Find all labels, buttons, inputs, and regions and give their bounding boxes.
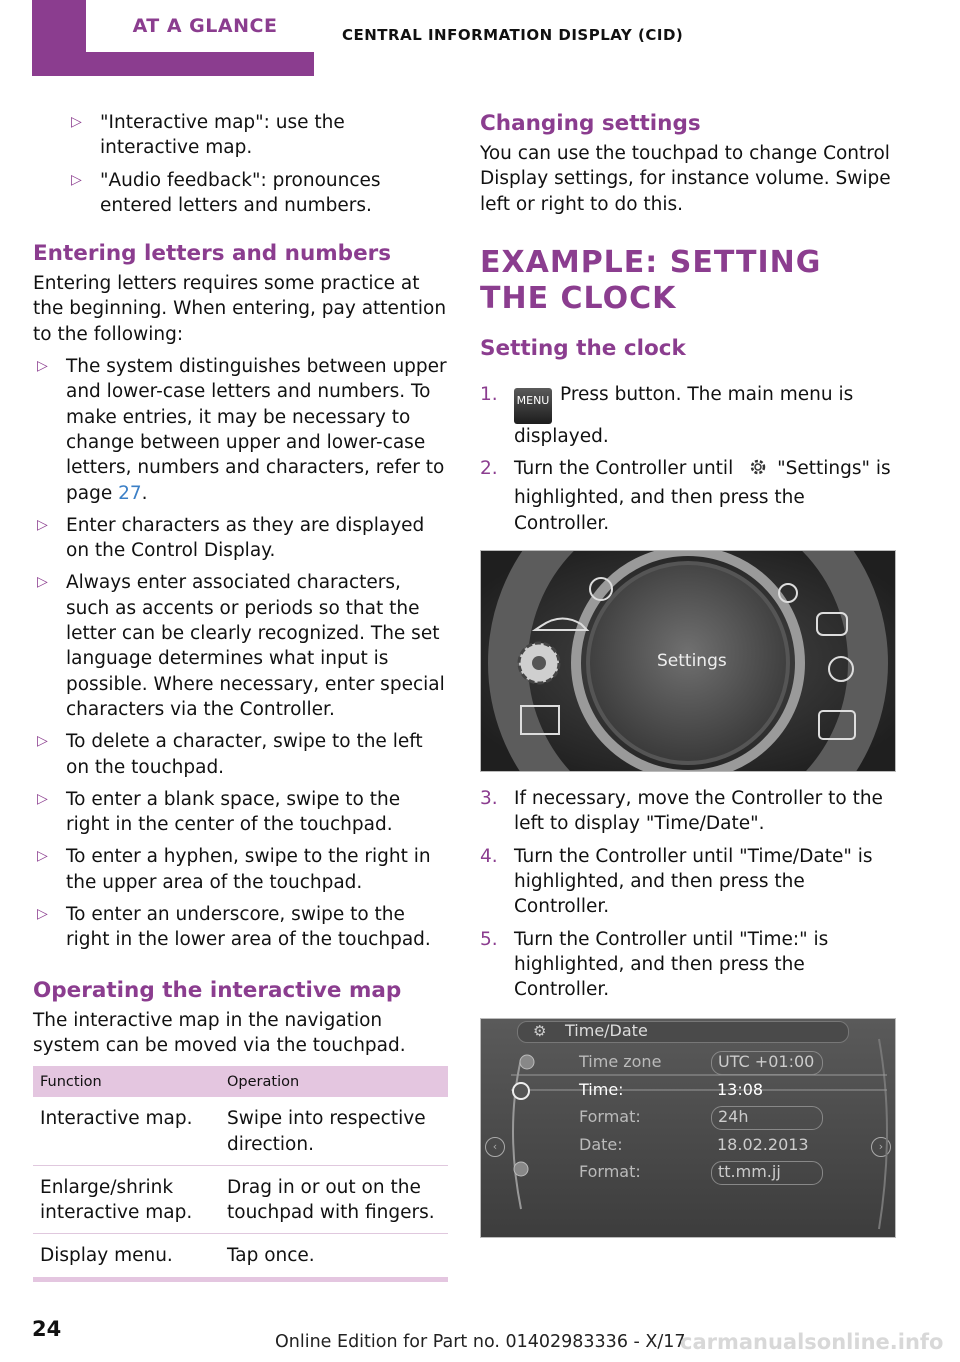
bullet-triangle-icon: ▷ (37, 848, 48, 865)
right-column (480, 110, 895, 1238)
heading-entering-letters: Entering letters and numbers (33, 241, 392, 267)
list-item: ▷ To enter a blank space, swipe to the right in the center of the touchpad. (33, 787, 448, 838)
right-arrow-icon: › (871, 1137, 891, 1157)
table-row: Display menu. Tap once. (40, 1245, 315, 1267)
map-text: The interactive map in the navigation system can be moved via the touchpad. (33, 1009, 406, 1056)
edition-note: Online Edition for Part no. 01402983336 - X/17 (275, 1332, 686, 1352)
bullet-triangle-icon: ▷ (37, 516, 48, 533)
list-item: 5. Turn the Controller until "Time:" is highlighted, and then press the Controller. (480, 928, 829, 1001)
table-row: Interactive map. Swipe into respective direction. (33, 1097, 448, 1165)
gear-icon (747, 456, 769, 485)
bullet-triangle-icon: ▷ (37, 790, 48, 807)
column-header-operation: Operation (220, 1066, 448, 1097)
chapter-title: CENTRAL INFORMATION DISPLAY (CID) (342, 26, 684, 44)
bullet-triangle-icon: ▷ (37, 906, 48, 923)
heading-interactive-map: Operating the interactive map (33, 977, 402, 1003)
table-bottom-rule (33, 1277, 448, 1282)
page-number: 24 (32, 1317, 62, 1341)
list-item: ▷ The system distinguishes between upper and lower-case letters and numbers. To make entries, it may be necessary to change between upper and lower-case letters, numbers and characters, refer to page 27. (33, 354, 448, 506)
map-table (33, 1066, 448, 1276)
list-item: 4. Turn the Controller until "Time/Date" is highlighted, and then press the Controller. (480, 845, 873, 918)
table-row: Enlarge/shrink interactive map. Drag in or out on the touchpad with fingers. (33, 1165, 448, 1234)
heading-setting-clock: Setting the clock (480, 335, 686, 361)
list-item[interactable]: Format: tt.mm.jj (579, 1162, 879, 1186)
left-column (33, 110, 448, 1282)
screen-settings (480, 550, 896, 772)
gear-icon: ⚙ (533, 1022, 547, 1041)
list-item: 2. Turn the Controller until "Settings" is highlighted, and then press the Controller. (480, 458, 891, 534)
list-item[interactable]: Date: 18.02.2013 (579, 1135, 809, 1155)
list-item: 1. MENU Press button. The main menu is displayed. (480, 383, 854, 447)
list-item: 3. If necessary, move the Controller to the left to display "Time/Date". (480, 788, 883, 835)
menu-button-icon: MENU (514, 388, 552, 424)
list-item[interactable]: Time: 13:08 (579, 1080, 764, 1100)
section-tab (32, 0, 314, 76)
heading-changing-settings: Changing settings (480, 111, 701, 136)
list-item[interactable]: Time zone UTC +01:00 (579, 1052, 879, 1076)
page-link[interactable]: 27 (118, 482, 142, 504)
bullet-triangle-icon: ▷ (71, 114, 82, 130)
list-item: ▷ To enter a hyphen, swipe to the right in the upper area of the touchpad. (33, 844, 448, 895)
list-item: ▷ Enter characters as they are displayed on the Control Display. (33, 513, 448, 564)
settings-label: Settings (657, 651, 727, 672)
list-item: ▷ "Interactive map": use the interactive map. (33, 110, 448, 161)
bullet-triangle-icon: ▷ (71, 171, 82, 188)
entering-text: Entering letters requires some practice at the beginning. When entering, pay attention to the following: (33, 273, 447, 345)
bullet-triangle-icon: ▷ (37, 733, 48, 750)
list-item: ▷ Always enter associated characters, such as accents or periods so that the letter can be clearly recognized. The set language determines what input is possible. Where necessary, enter special characters via the Controller. (33, 570, 448, 722)
screen-title: Time/Date (565, 1021, 648, 1041)
bullet-triangle-icon: ▷ (37, 574, 48, 591)
heading-example: EXAMPLE: SETTING THE CLOCK (480, 244, 822, 316)
section-tab-label: AT A GLANCE (86, 0, 324, 52)
list-item[interactable]: Format: 24h (579, 1107, 879, 1131)
changing-text: You can use the touchpad to change Control Display settings, for instance volume. Swipe left or right to do this. (480, 143, 891, 215)
left-arrow-icon: ‹ (485, 1137, 505, 1157)
watermark: carmanualsonline.info (680, 1330, 944, 1354)
list-item: ▷ To delete a character, swipe to the left on the touchpad. (33, 729, 448, 780)
list-item: ▷ To enter an underscore, swipe to the right in the lower area of the touchpad. (33, 902, 448, 953)
column-header-function: Function (33, 1066, 220, 1097)
screen-time-date (480, 1018, 896, 1238)
list-item: ▷ "Audio feedback": pronounces entered letters and numbers. (33, 168, 448, 219)
bullet-triangle-icon: ▷ (37, 358, 48, 375)
